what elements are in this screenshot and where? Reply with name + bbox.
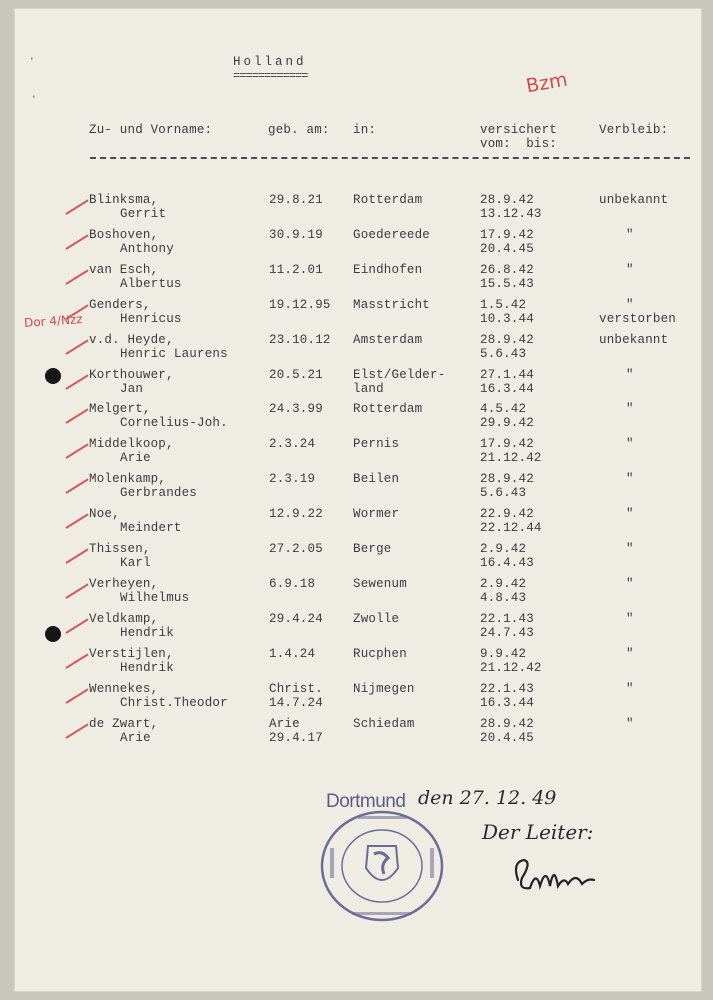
insured-to: 22.12.44 (480, 521, 542, 535)
birth-place: Rotterdam (353, 193, 423, 207)
birth-date: 20.5.21 (269, 368, 323, 382)
insured-from: 1.5.42 (480, 298, 527, 312)
birth-date: 29.4.24 (269, 612, 323, 626)
whereabouts-status: " (626, 472, 634, 486)
person-firstname: Gerrit (120, 207, 167, 221)
whereabouts-status: " (626, 612, 634, 626)
person-firstname: Henric Laurens (120, 347, 228, 361)
birth-place: Rucphen (353, 647, 407, 661)
birth-date-line2: 29.4.17 (269, 731, 323, 745)
signature (510, 850, 600, 900)
person-surname: Molenkamp, (89, 472, 167, 486)
ink-blot (45, 626, 61, 642)
header-divider (90, 157, 690, 159)
insured-to: 5.6.43 (480, 486, 527, 500)
birth-date: 29.8.21 (269, 193, 323, 207)
person-surname: v.d. Heyde, (89, 333, 174, 347)
birth-place: Amsterdam (353, 333, 423, 347)
person-surname: van Esch, (89, 263, 159, 277)
birth-date: Arie (269, 717, 300, 731)
insured-from: 17.9.42 (480, 228, 534, 242)
header-insured-dates: vom: bis: (480, 137, 558, 151)
birth-place: Pernis (353, 437, 400, 451)
margin-note-left: Dor 4/Nzz (23, 311, 84, 331)
person-firstname: Christ.Theodor (120, 696, 228, 710)
whereabouts-status: " (626, 368, 634, 382)
birth-date: 27.2.05 (269, 542, 323, 556)
insured-from: 28.9.42 (480, 472, 534, 486)
whereabouts-status: " (626, 437, 634, 451)
birth-date-line2: 14.7.24 (269, 696, 323, 710)
insured-from: 22.1.43 (480, 612, 534, 626)
whereabouts-status: " (626, 263, 634, 277)
insured-from: 22.1.43 (480, 682, 534, 696)
whereabouts-status: " (626, 507, 634, 521)
birth-place: Masstricht (353, 298, 431, 312)
whereabouts-status: " (626, 577, 634, 591)
whereabouts-status: unbekannt (599, 193, 669, 207)
whereabouts-status: " (626, 298, 634, 312)
insured-to: 16.3.44 (480, 696, 534, 710)
insured-to: 29.9.42 (480, 416, 534, 430)
person-surname: Verheyen, (89, 577, 159, 591)
whereabouts-status: " (626, 542, 634, 556)
insured-from: 28.9.42 (480, 333, 534, 347)
birth-date: 1.4.24 (269, 647, 316, 661)
birth-date: Christ. (269, 682, 323, 696)
insured-to: 16.4.43 (480, 556, 534, 570)
insured-to: 10.3.44 (480, 312, 534, 326)
person-surname: Noe, (89, 507, 120, 521)
birth-place: Elst/Gelder- (353, 368, 446, 382)
insured-from: 28.9.42 (480, 717, 534, 731)
header-name: Zu- und Vorname: (89, 123, 213, 137)
insured-to: 5.6.43 (480, 347, 527, 361)
person-surname: Thissen, (89, 542, 151, 556)
person-surname: Boshoven, (89, 228, 159, 242)
insured-to: 24.7.43 (480, 626, 534, 640)
person-surname: Verstijlen, (89, 647, 174, 661)
header-born: geb. am: (268, 123, 330, 137)
insured-from: 2.9.42 (480, 577, 527, 591)
header-insured: versichert (480, 123, 558, 137)
insured-from: 26.8.42 (480, 263, 534, 277)
person-surname: Veldkamp, (89, 612, 159, 626)
person-surname: Middelkoop, (89, 437, 174, 451)
birth-date: 19.12.95 (269, 298, 331, 312)
birth-place: Wormer (353, 507, 400, 521)
margin-dots: · (28, 52, 36, 66)
insured-to: 16.3.44 (480, 382, 534, 396)
birth-place: Rotterdam (353, 402, 423, 416)
insured-to: 13.12.43 (480, 207, 542, 221)
whereabouts-status: " (626, 717, 634, 731)
birth-date: 11.2.01 (269, 263, 323, 277)
document-title: Holland (233, 55, 307, 69)
birth-place: Nijmegen (353, 682, 415, 696)
person-firstname: Gerbrandes (120, 486, 198, 500)
birth-place: Goedereede (353, 228, 431, 242)
insured-from: 17.9.42 (480, 437, 534, 451)
whereabouts-status-line2: verstorben (599, 312, 677, 326)
person-surname: Melgert, (89, 402, 151, 416)
birth-place: Sewenum (353, 577, 407, 591)
insured-from: 2.9.42 (480, 542, 527, 556)
person-surname: Wennekes, (89, 682, 159, 696)
insured-to: 21.12.42 (480, 451, 542, 465)
handwritten-role: Der Leiter: (482, 820, 594, 844)
person-surname: Genders, (89, 298, 151, 312)
person-surname: de Zwart, (89, 717, 159, 731)
birth-place: Berge (353, 542, 392, 556)
birth-date: 24.3.99 (269, 402, 323, 416)
person-firstname: Cornelius-Joh. (120, 416, 228, 430)
insured-from: 27.1.44 (480, 368, 534, 382)
birth-date: 6.9.18 (269, 577, 316, 591)
person-firstname: Henricus (120, 312, 182, 326)
person-surname: Blinksma, (89, 193, 159, 207)
insured-from: 28.9.42 (480, 193, 534, 207)
person-firstname: Jan (120, 382, 144, 396)
birth-place: Zwolle (353, 612, 400, 626)
company-seal (318, 808, 448, 924)
birth-place: Eindhofen (353, 263, 423, 277)
header-whereabouts: Verbleib: (599, 123, 669, 137)
insured-to: 20.4.45 (480, 242, 534, 256)
birth-date: 2.3.19 (269, 472, 316, 486)
birth-date: 30.9.19 (269, 228, 323, 242)
person-firstname: Arie (120, 451, 151, 465)
header-place: in: (353, 123, 377, 137)
title-underline: ============ (233, 69, 308, 83)
whereabouts-status: " (626, 402, 634, 416)
ink-blot (45, 368, 61, 384)
person-firstname: Hendrik (120, 661, 174, 675)
whereabouts-status: unbekannt (599, 333, 669, 347)
insured-to: 20.4.45 (480, 731, 534, 745)
insured-to: 21.12.42 (480, 661, 542, 675)
insured-from: 4.5.42 (480, 402, 527, 416)
person-firstname: Arie (120, 731, 151, 745)
birth-date: 2.3.24 (269, 437, 316, 451)
birth-place: Beilen (353, 472, 400, 486)
whereabouts-status: " (626, 228, 634, 242)
person-firstname: Anthony (120, 242, 174, 256)
stamp-city: Dortmund (326, 791, 406, 812)
person-firstname: Wilhelmus (120, 591, 190, 605)
margin-note-top-right: Bzm (524, 68, 570, 98)
insured-to: 15.5.43 (480, 277, 534, 291)
insured-to: 4.8.43 (480, 591, 527, 605)
birth-place: Schiedam (353, 717, 415, 731)
insured-from: 22.9.42 (480, 507, 534, 521)
birth-place-line2: land (353, 382, 384, 396)
person-firstname: Hendrik (120, 626, 174, 640)
margin-dots: · (30, 90, 38, 104)
person-surname: Korthouwer, (89, 368, 174, 382)
person-firstname: Albertus (120, 277, 182, 291)
whereabouts-status: " (626, 647, 634, 661)
insured-from: 9.9.42 (480, 647, 527, 661)
handwritten-date: den 27. 12. 49 (418, 787, 557, 809)
birth-date: 12.9.22 (269, 507, 323, 521)
whereabouts-status: " (626, 682, 634, 696)
birth-date: 23.10.12 (269, 333, 331, 347)
person-firstname: Karl (120, 556, 151, 570)
person-firstname: Meindert (120, 521, 182, 535)
